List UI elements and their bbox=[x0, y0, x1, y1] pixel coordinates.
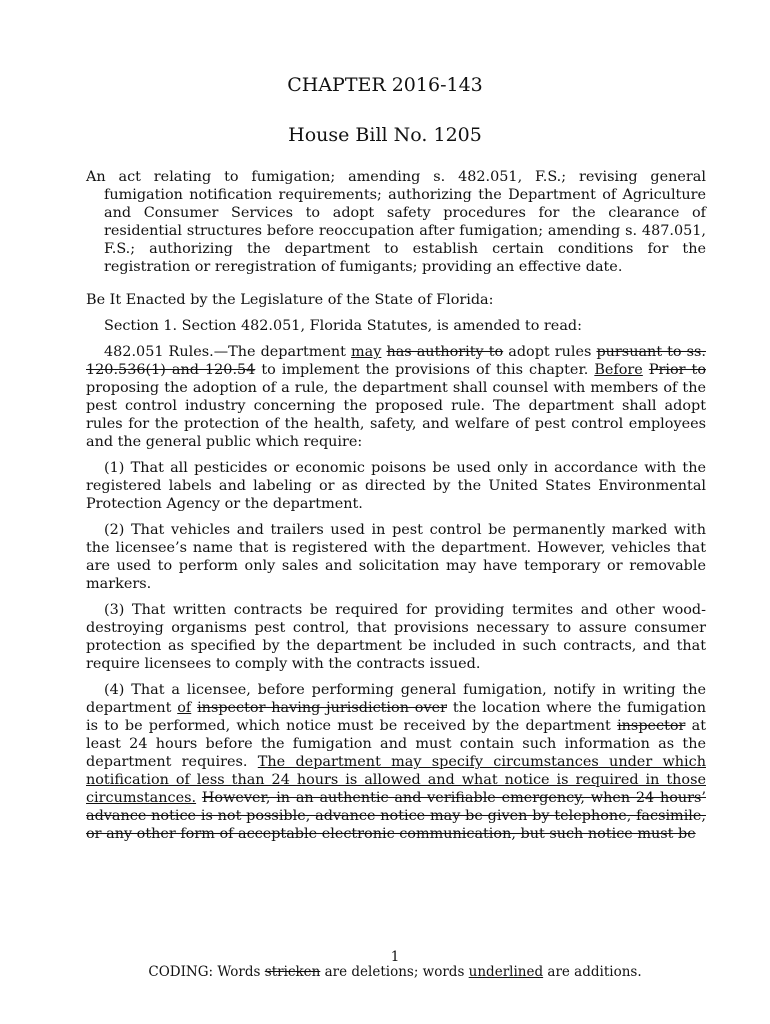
section-1-heading: Section 1. Section 482.051, Florida Statutes, is amended to read: bbox=[104, 318, 582, 334]
deleted-text: However, in an authentic and verifiable emergency, when 24 hours’ advance notice is not possible, advance notice may be given by telephone, facsimile, or any other form of acceptable electronic communication, but such notice must be bbox=[86, 790, 707, 842]
deleted-text: inspector having jurisdiction over bbox=[197, 700, 447, 716]
item4-text-4: at least 24 hours before the fumigation and must contain such information as the department requires. bbox=[86, 718, 707, 770]
rules-paragraph bbox=[86, 343, 706, 451]
item4-text-1: (4) That a licensee, before performing general fumigation, notify in writing the department bbox=[86, 682, 706, 716]
rules-text-3: adopt rules bbox=[503, 344, 597, 360]
act-title: An act relating to fumigation; amending s. 482.051, F.S.; revising general fumigation notification requirements; authorizing the Department of Agriculture and Consumer Services to adopt safety procedures for the clearance of residential structures before reoccupation after fumigation; amending s. 487.051, F.S.; authorizing the department to establish certain conditions for the registration or reregistration of fumigants; providing an effective date. bbox=[86, 169, 706, 275]
subsection-4 bbox=[86, 681, 706, 843]
deleted-text: has authority to bbox=[386, 344, 504, 360]
chapter-heading: CHAPTER 2016-143 bbox=[287, 74, 483, 96]
subsection-1: (1) That all pesticides or economic poisons be used only in accordance with the registered labels and labeling or as directed by the United States Environmental Protection Agency or the department. bbox=[86, 460, 706, 512]
inserted-text: The department may specify circumstances under which notification of less than 24 hours is allowed and what notice is required in those circumstances. bbox=[86, 754, 706, 806]
deleted-text: pursuant to ss. 120.536(1) and 120.54 bbox=[86, 344, 706, 378]
deleted-text: Prior to bbox=[648, 362, 706, 378]
subsection-3: (3) That written contracts be required for providing termites and other wood-destroying organisms pest control, that provisions necessary to assure consumer protection as specified by the department be included in such contracts, and that require licensees to comply with the contracts issued. bbox=[86, 602, 706, 672]
coding-suffix: are additions. bbox=[543, 964, 642, 980]
coding-stricken-sample: stricken bbox=[264, 964, 321, 980]
item4-text-3: the location where the fumigation is to be performed, which notice must be received by the department bbox=[86, 700, 706, 734]
deleted-text: inspector bbox=[617, 718, 686, 734]
coding-legend bbox=[0, 964, 770, 980]
enacting-clause: Be It Enacted by the Legislature of the State of Florida: bbox=[86, 292, 494, 308]
rules-text-6: proposing the adoption of a rule, the department shall counsel with members of the pest control industry concerning the proposed rule. The department shall adopt rules for the protection of the health, safety, and welfare of pest control employees and the general public which require: bbox=[86, 380, 706, 450]
inserted-text: Before bbox=[594, 362, 643, 378]
page-number: 1 bbox=[390, 949, 400, 965]
rules-text-4: to implement the provisions of this chapter. bbox=[255, 362, 595, 378]
subsection-2: (2) That vehicles and trailers used in pest control be permanently marked with the licensee’s name that is registered with the department. However, vehicles that are used to perform only sales and solicitation may have temporary or removable markers. bbox=[86, 522, 706, 592]
document-body bbox=[86, 168, 706, 843]
inserted-text: may bbox=[351, 344, 382, 360]
bill-number: House Bill No. 1205 bbox=[288, 124, 482, 146]
coding-prefix: CODING: Words bbox=[148, 964, 265, 980]
inserted-text: of bbox=[177, 700, 192, 716]
coding-mid: are deletions; words bbox=[320, 964, 469, 980]
coding-underlined-sample: underlined bbox=[468, 964, 544, 980]
rules-text-1: 482.051 Rules.—The department bbox=[104, 344, 352, 360]
